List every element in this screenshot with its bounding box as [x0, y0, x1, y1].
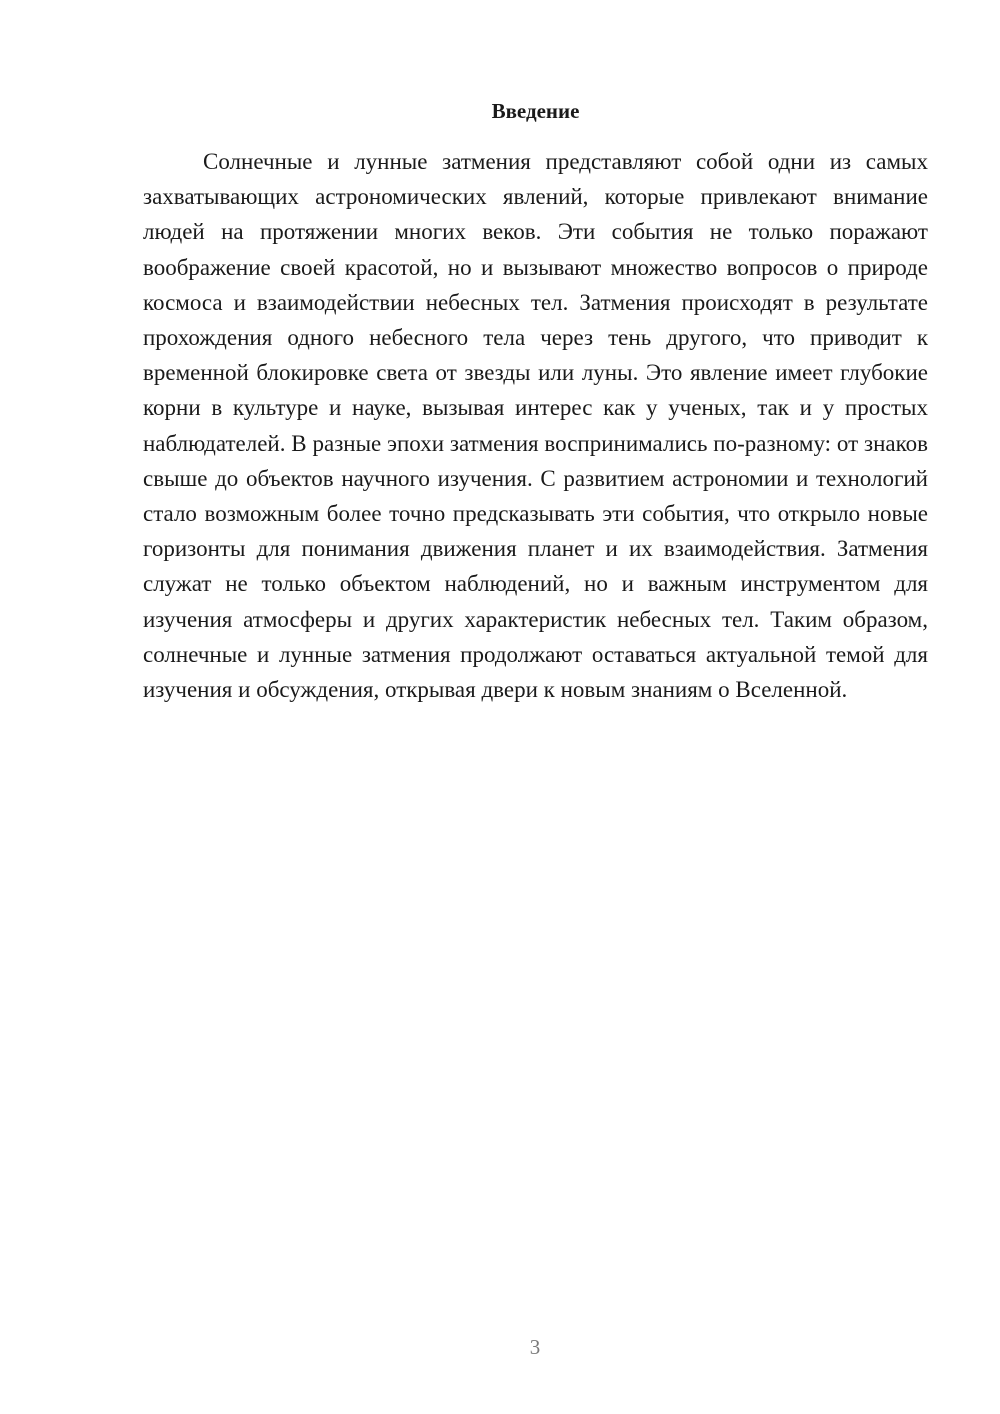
page-number: 3 — [529, 1335, 541, 1359]
section-heading: Введение — [491, 99, 580, 123]
body-paragraph: Солнечные и лунные затмения представляют собой одни из самых захватывающих астрономических явлений, которые привлекают внимание людей на протяжении многих веков. Эти события не только поражают воображение своей красотой, но и вызывают множество вопросов о природе космоса и взаимодействии небесных тел. Затмения происходят в результате прохождения одного небесного тела через тень другого, что приводит к временной блокировке света от звезды или луны. Это явление имеет глубокие корни в культуре и науке, вызывая интерес как у ученых, так и у простых наблюдателей. В разные эпохи затмения воспринимались по-разному: от знаков свыше до объектов научного изучения. С развитием астрономии и технологий стало возможным более точно предсказывать эти события, что открыло новые горизонты для понимания движения планет и их взаимодействия. Затмения служат не только объектом наблюдений, но и важным инструментом для изучения атмосферы и других характеристик небесных тел. Таким образом, солнечные и лунные затмения продолжают оставаться актуальной темой для изучения и обсуждения, открывая двери к новым знаниям о Вселенной. — [143, 149, 928, 703]
